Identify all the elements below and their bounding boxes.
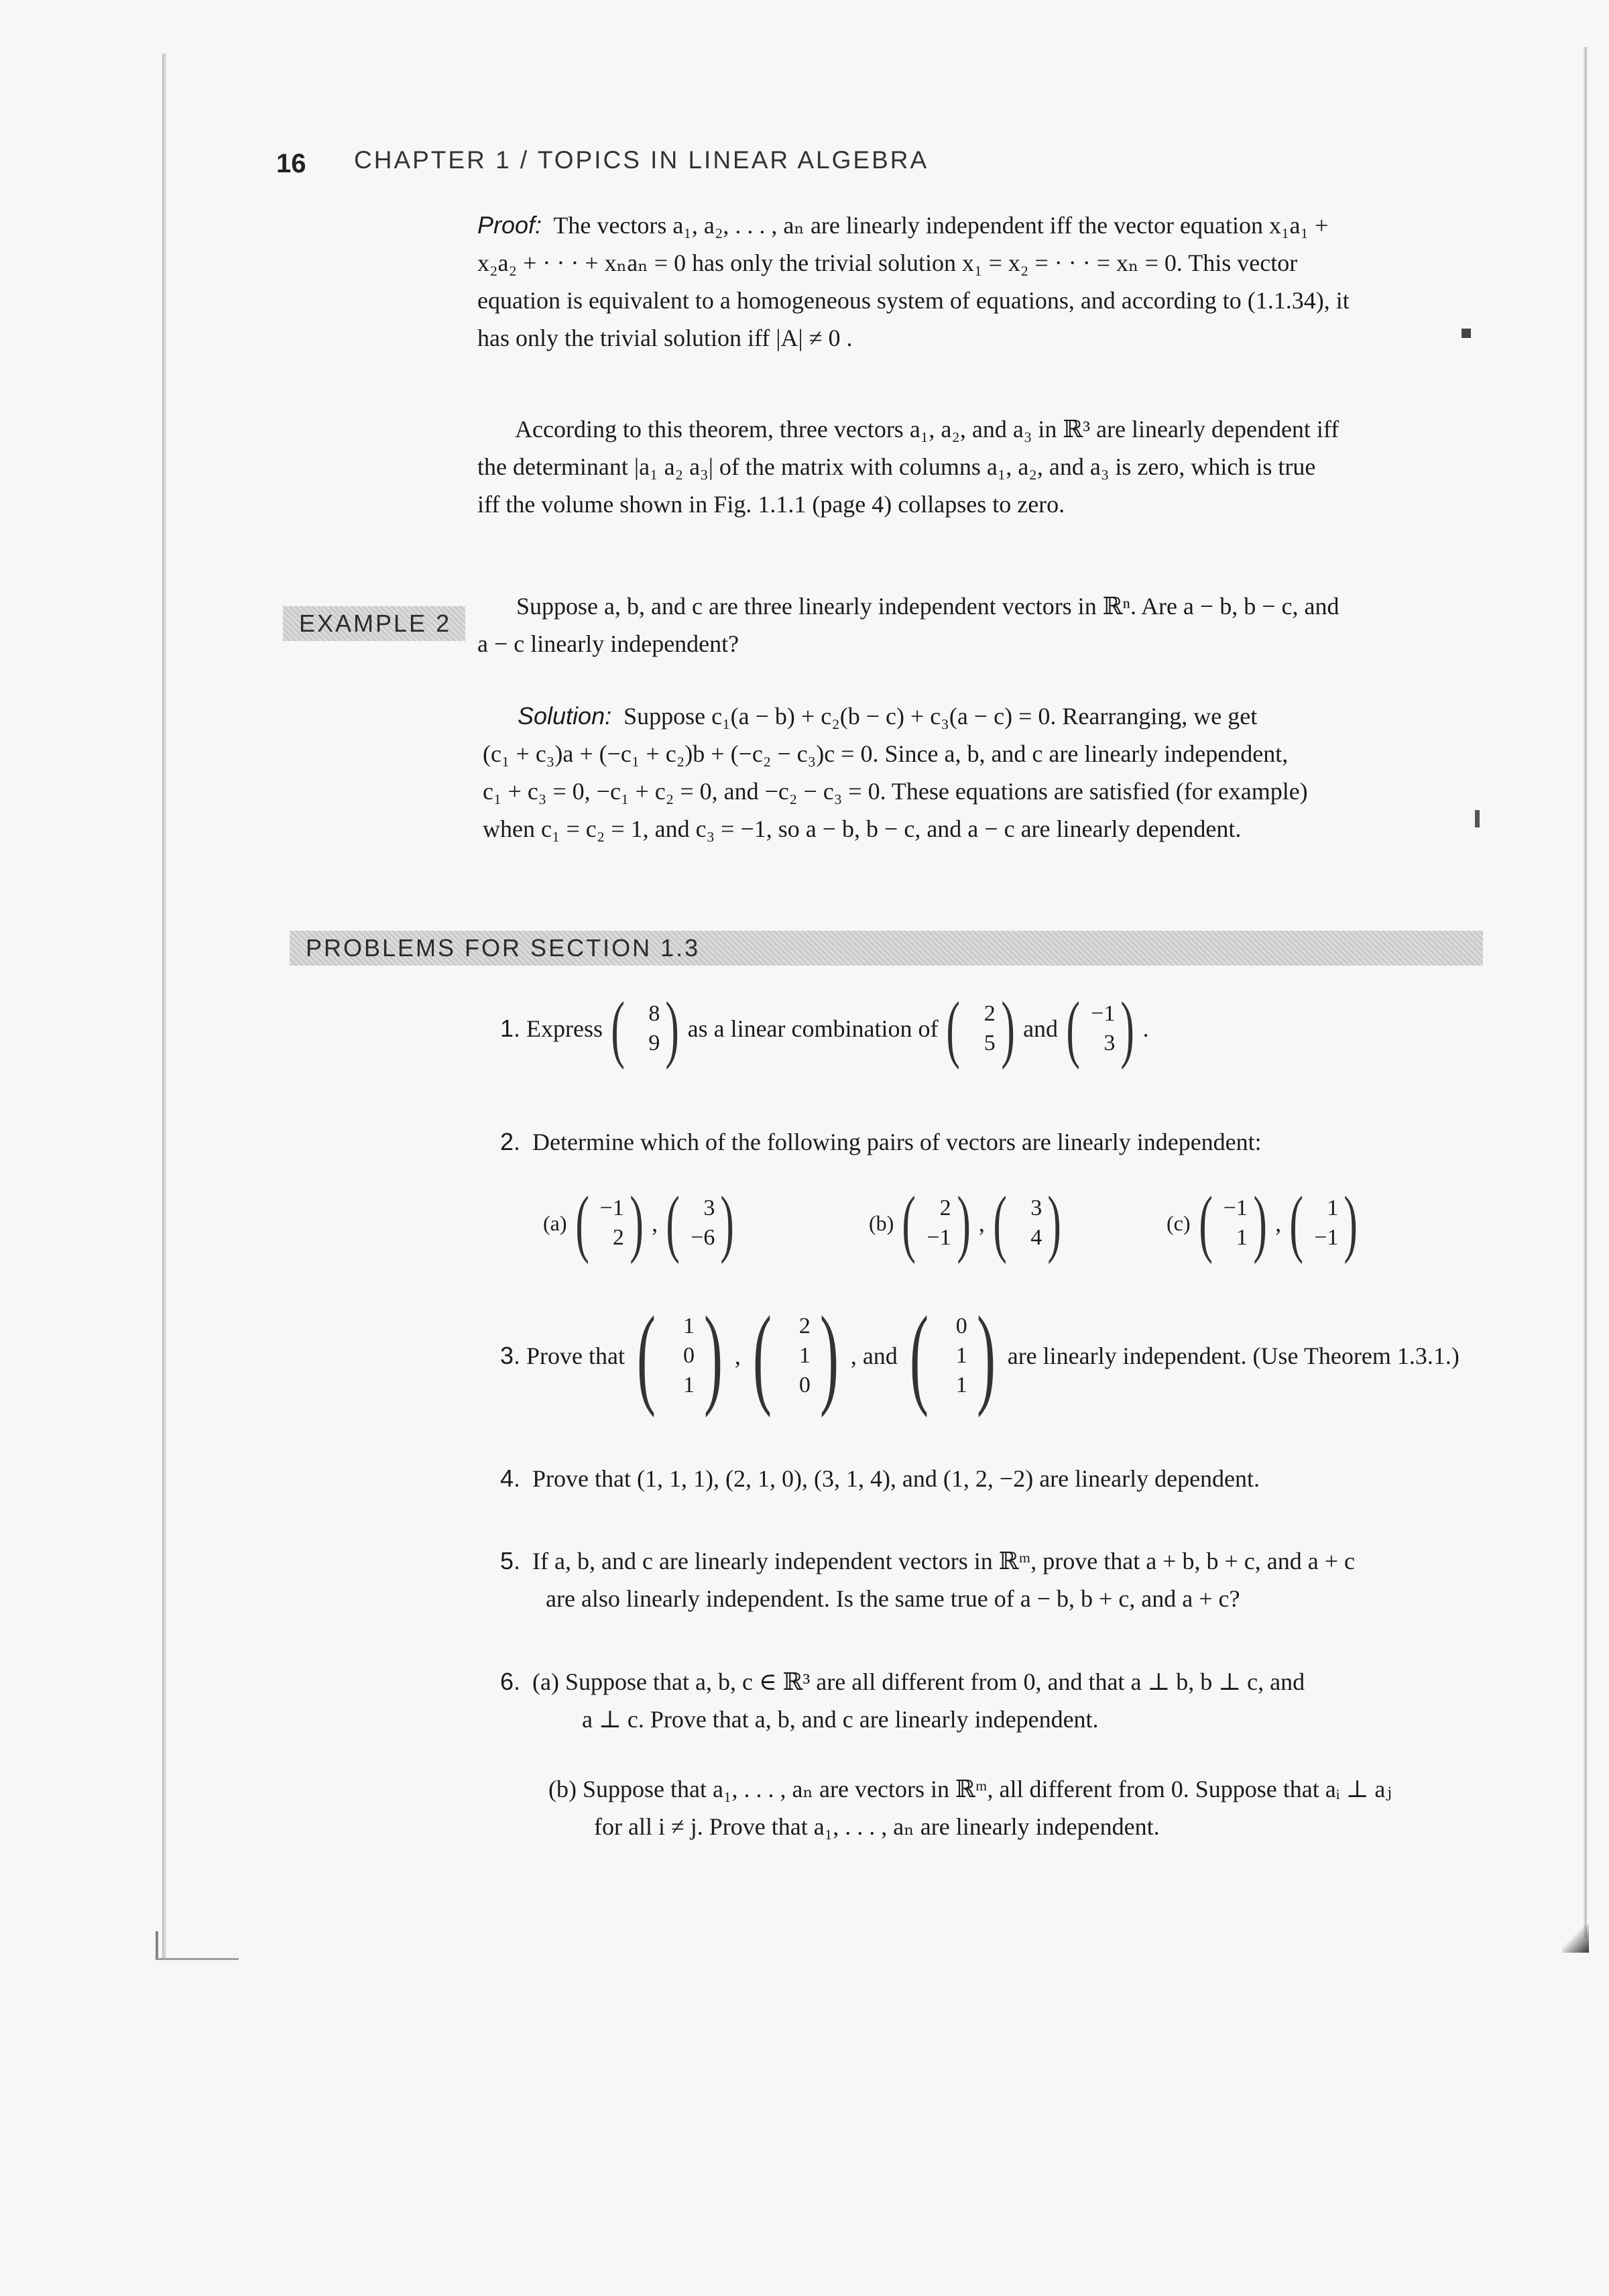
vector-entry: 0: [682, 1343, 695, 1368]
vector-entry: −1: [1314, 1225, 1339, 1250]
problem-2b: [869, 1182, 1070, 1265]
remark-line: the determinant |a₁ a₂ a₃| of the matrix with columns a₁, a₂, and a₃ is zero, which is true: [477, 453, 1316, 480]
vector-entry: 1: [1327, 1196, 1339, 1220]
theorem-remark: [477, 410, 1339, 523]
problem-text: (a) Suppose that a, b, c ∈ ℝ³ are all different from 0, and that a ⊥ b, b ⊥ c, and: [532, 1668, 1305, 1695]
problem-number: 2.: [500, 1128, 521, 1155]
proof-line: equation is equivalent to a homogeneous system of equations, and according to (1.1.34), it: [477, 287, 1350, 314]
problem-2c: [1167, 1182, 1366, 1265]
part-label: (c): [1167, 1210, 1191, 1235]
end-mark: [1475, 810, 1480, 827]
problem-1: [500, 987, 1149, 1070]
problem-number: 3.: [500, 1342, 521, 1369]
proof-paragraph: [477, 207, 1350, 357]
problem-text: for all i ≠ j. Prove that a₁, . . . , aₙ are linearly independent.: [594, 1813, 1160, 1840]
problem-number: 6.: [500, 1668, 521, 1695]
vector-entry: −6: [691, 1225, 715, 1250]
problem-text: Determine which of the following pairs of vectors are linearly independent:: [532, 1129, 1262, 1155]
column-vector: ( 1 −1 ): [1289, 1182, 1358, 1265]
solution-line: when c₁ = c₂ = 1, and c₃ = −1, so a − b, b − c, and a − c are linearly dependent.: [483, 815, 1242, 842]
problem-6b: [548, 1770, 1392, 1845]
vector-entry: 9: [648, 1031, 660, 1055]
vector-entry: 4: [1030, 1225, 1042, 1250]
problem-number: 5.: [500, 1547, 521, 1574]
separator: ,: [978, 1210, 985, 1237]
problem-5: [500, 1542, 1355, 1617]
column-vector: ( 3 4 ): [993, 1182, 1062, 1265]
problem-text: Express: [526, 1015, 603, 1042]
vector-entry: −1: [927, 1225, 951, 1250]
vector-entry: 1: [955, 1373, 967, 1397]
column-vector: ( 2 1 0 ): [752, 1294, 839, 1418]
vector-entry: 5: [984, 1031, 996, 1055]
scan-edge-right: [1584, 47, 1587, 1938]
column-vector: ( 1 0 1 ): [637, 1294, 723, 1418]
problem-text: .: [1142, 1015, 1149, 1042]
proof-lead: Proof:: [477, 211, 542, 239]
problem-text: as a linear combination of: [687, 1015, 939, 1042]
separator: ,: [734, 1342, 741, 1369]
scan-corner-bottom-right: [1562, 1925, 1589, 1953]
column-vector: ( 0 1 1 ): [909, 1294, 996, 1418]
proof-line: The vectors a₁, a₂, . . . , aₙ are linearly independent iff the vector equation x₁a₁ +: [553, 212, 1329, 239]
column-vector: ( 2 5 ): [946, 987, 1015, 1070]
vector-entry: 1: [682, 1314, 695, 1338]
problem-text: are linearly independent. (Use Theorem 1.3.1.): [1007, 1342, 1459, 1369]
solution-line: (c₁ + c₃)a + (−c₁ + c₂)b + (−c₂ − c₃)c = 0. Since a, b, and c are linearly independent,: [483, 740, 1289, 767]
vector-entry: 8: [648, 1001, 660, 1026]
qed-square: [1462, 329, 1471, 338]
scan-edge-left: [162, 54, 166, 1958]
example-line: a − c linearly independent?: [477, 630, 739, 657]
problem-text: are also linearly independent. Is the same true of a − b, b + c, and a + c?: [546, 1585, 1240, 1612]
separator: ,: [652, 1210, 658, 1237]
vector-entry: 1: [798, 1343, 811, 1368]
part-label: (b): [869, 1210, 894, 1235]
solution-lead: Solution:: [518, 702, 612, 730]
example-label: EXAMPLE 2: [283, 606, 465, 641]
vector-entry: −1: [1091, 1001, 1116, 1026]
problem-number: 1.: [500, 1015, 521, 1042]
vector-entry: 1: [955, 1343, 967, 1368]
running-head: CHAPTER 1 / TOPICS IN LINEAR ALGEBRA: [354, 146, 929, 174]
vector-entry: 1: [682, 1373, 695, 1397]
problem-number: 4.: [500, 1465, 521, 1492]
problem-3: [500, 1294, 1459, 1418]
column-vector: ( −1 2 ): [575, 1182, 644, 1265]
page-number: 16: [276, 149, 306, 178]
column-vector: ( 3 −6 ): [666, 1182, 735, 1265]
solution-line: Suppose c₁(a − b) + c₂(b − c) + c₃(a − c) = 0. Rearranging, we get: [623, 703, 1258, 730]
problem-6a: [500, 1663, 1305, 1738]
problem-text: , and: [850, 1342, 898, 1369]
example-statement: [477, 587, 1339, 663]
vector-entry: −1: [599, 1196, 624, 1220]
vector-entry: 3: [1030, 1196, 1042, 1220]
problem-text: a ⊥ c. Prove that a, b, and c are linearly independent.: [582, 1706, 1099, 1733]
solution-line: c₁ + c₃ = 0, −c₁ + c₂ = 0, and −c₂ − c₃ = 0. These equations are satisfied (for example): [483, 778, 1308, 805]
column-vector: ( 2 −1 ): [902, 1182, 971, 1265]
column-vector: ( −1 3 ): [1066, 987, 1135, 1070]
problems-heading: PROBLEMS FOR SECTION 1.3: [290, 931, 1483, 966]
remark-line: iff the volume shown in Fig. 1.1.1 (page 4) collapses to zero.: [477, 491, 1065, 518]
problem-text: Prove that: [526, 1342, 625, 1369]
problem-4: [500, 1465, 1260, 1493]
separator: ,: [1275, 1210, 1282, 1237]
part-label: (a): [543, 1210, 567, 1235]
vector-entry: 3: [703, 1196, 715, 1220]
vector-entry: 3: [1104, 1031, 1116, 1055]
vector-entry: 2: [939, 1196, 951, 1220]
remark-line: According to this theorem, three vectors a₁, a₂, and a₃ in ℝ³ are linearly dependent iff: [515, 416, 1339, 443]
proof-line: x₂a₂ + · · · + xₙaₙ = 0 has only the trivial solution x₁ = x₂ = · · · = xₙ = 0. This vector: [477, 249, 1298, 276]
vector-entry: 0: [798, 1373, 811, 1397]
scan-corner-bottom-left: [156, 1931, 239, 1960]
proof-line: has only the trivial solution iff |A| ≠ 0 .: [477, 325, 853, 351]
problem-text: Prove that (1, 1, 1), (2, 1, 0), (3, 1, 4), and (1, 2, −2) are linearly dependent.: [532, 1465, 1260, 1492]
example-solution: [483, 697, 1308, 848]
column-vector: ( −1 1 ): [1198, 1182, 1267, 1265]
vector-entry: 0: [955, 1314, 967, 1338]
vector-entry: 2: [612, 1225, 624, 1250]
problem-text: (b) Suppose that a₁, . . . , aₙ are vectors in ℝᵐ, all different from 0. Suppose that aᵢ ⊥ aⱼ: [548, 1776, 1392, 1802]
problem-text: and: [1023, 1015, 1059, 1042]
vector-entry: 1: [1236, 1225, 1248, 1250]
example-line: Suppose a, b, and c are three linearly independent vectors in ℝⁿ. Are a − b, b − c, and: [516, 593, 1339, 620]
vector-entry: 2: [798, 1314, 811, 1338]
column-vector: ( 8 9 ): [611, 987, 680, 1070]
problem-2a: [543, 1182, 743, 1265]
vector-entry: 2: [984, 1001, 996, 1026]
problem-text: If a, b, and c are linearly independent vectors in ℝᵐ, prove that a + b, b + c, and a + c: [532, 1548, 1356, 1574]
vector-entry: −1: [1223, 1196, 1248, 1220]
problem-2: [500, 1128, 1262, 1156]
